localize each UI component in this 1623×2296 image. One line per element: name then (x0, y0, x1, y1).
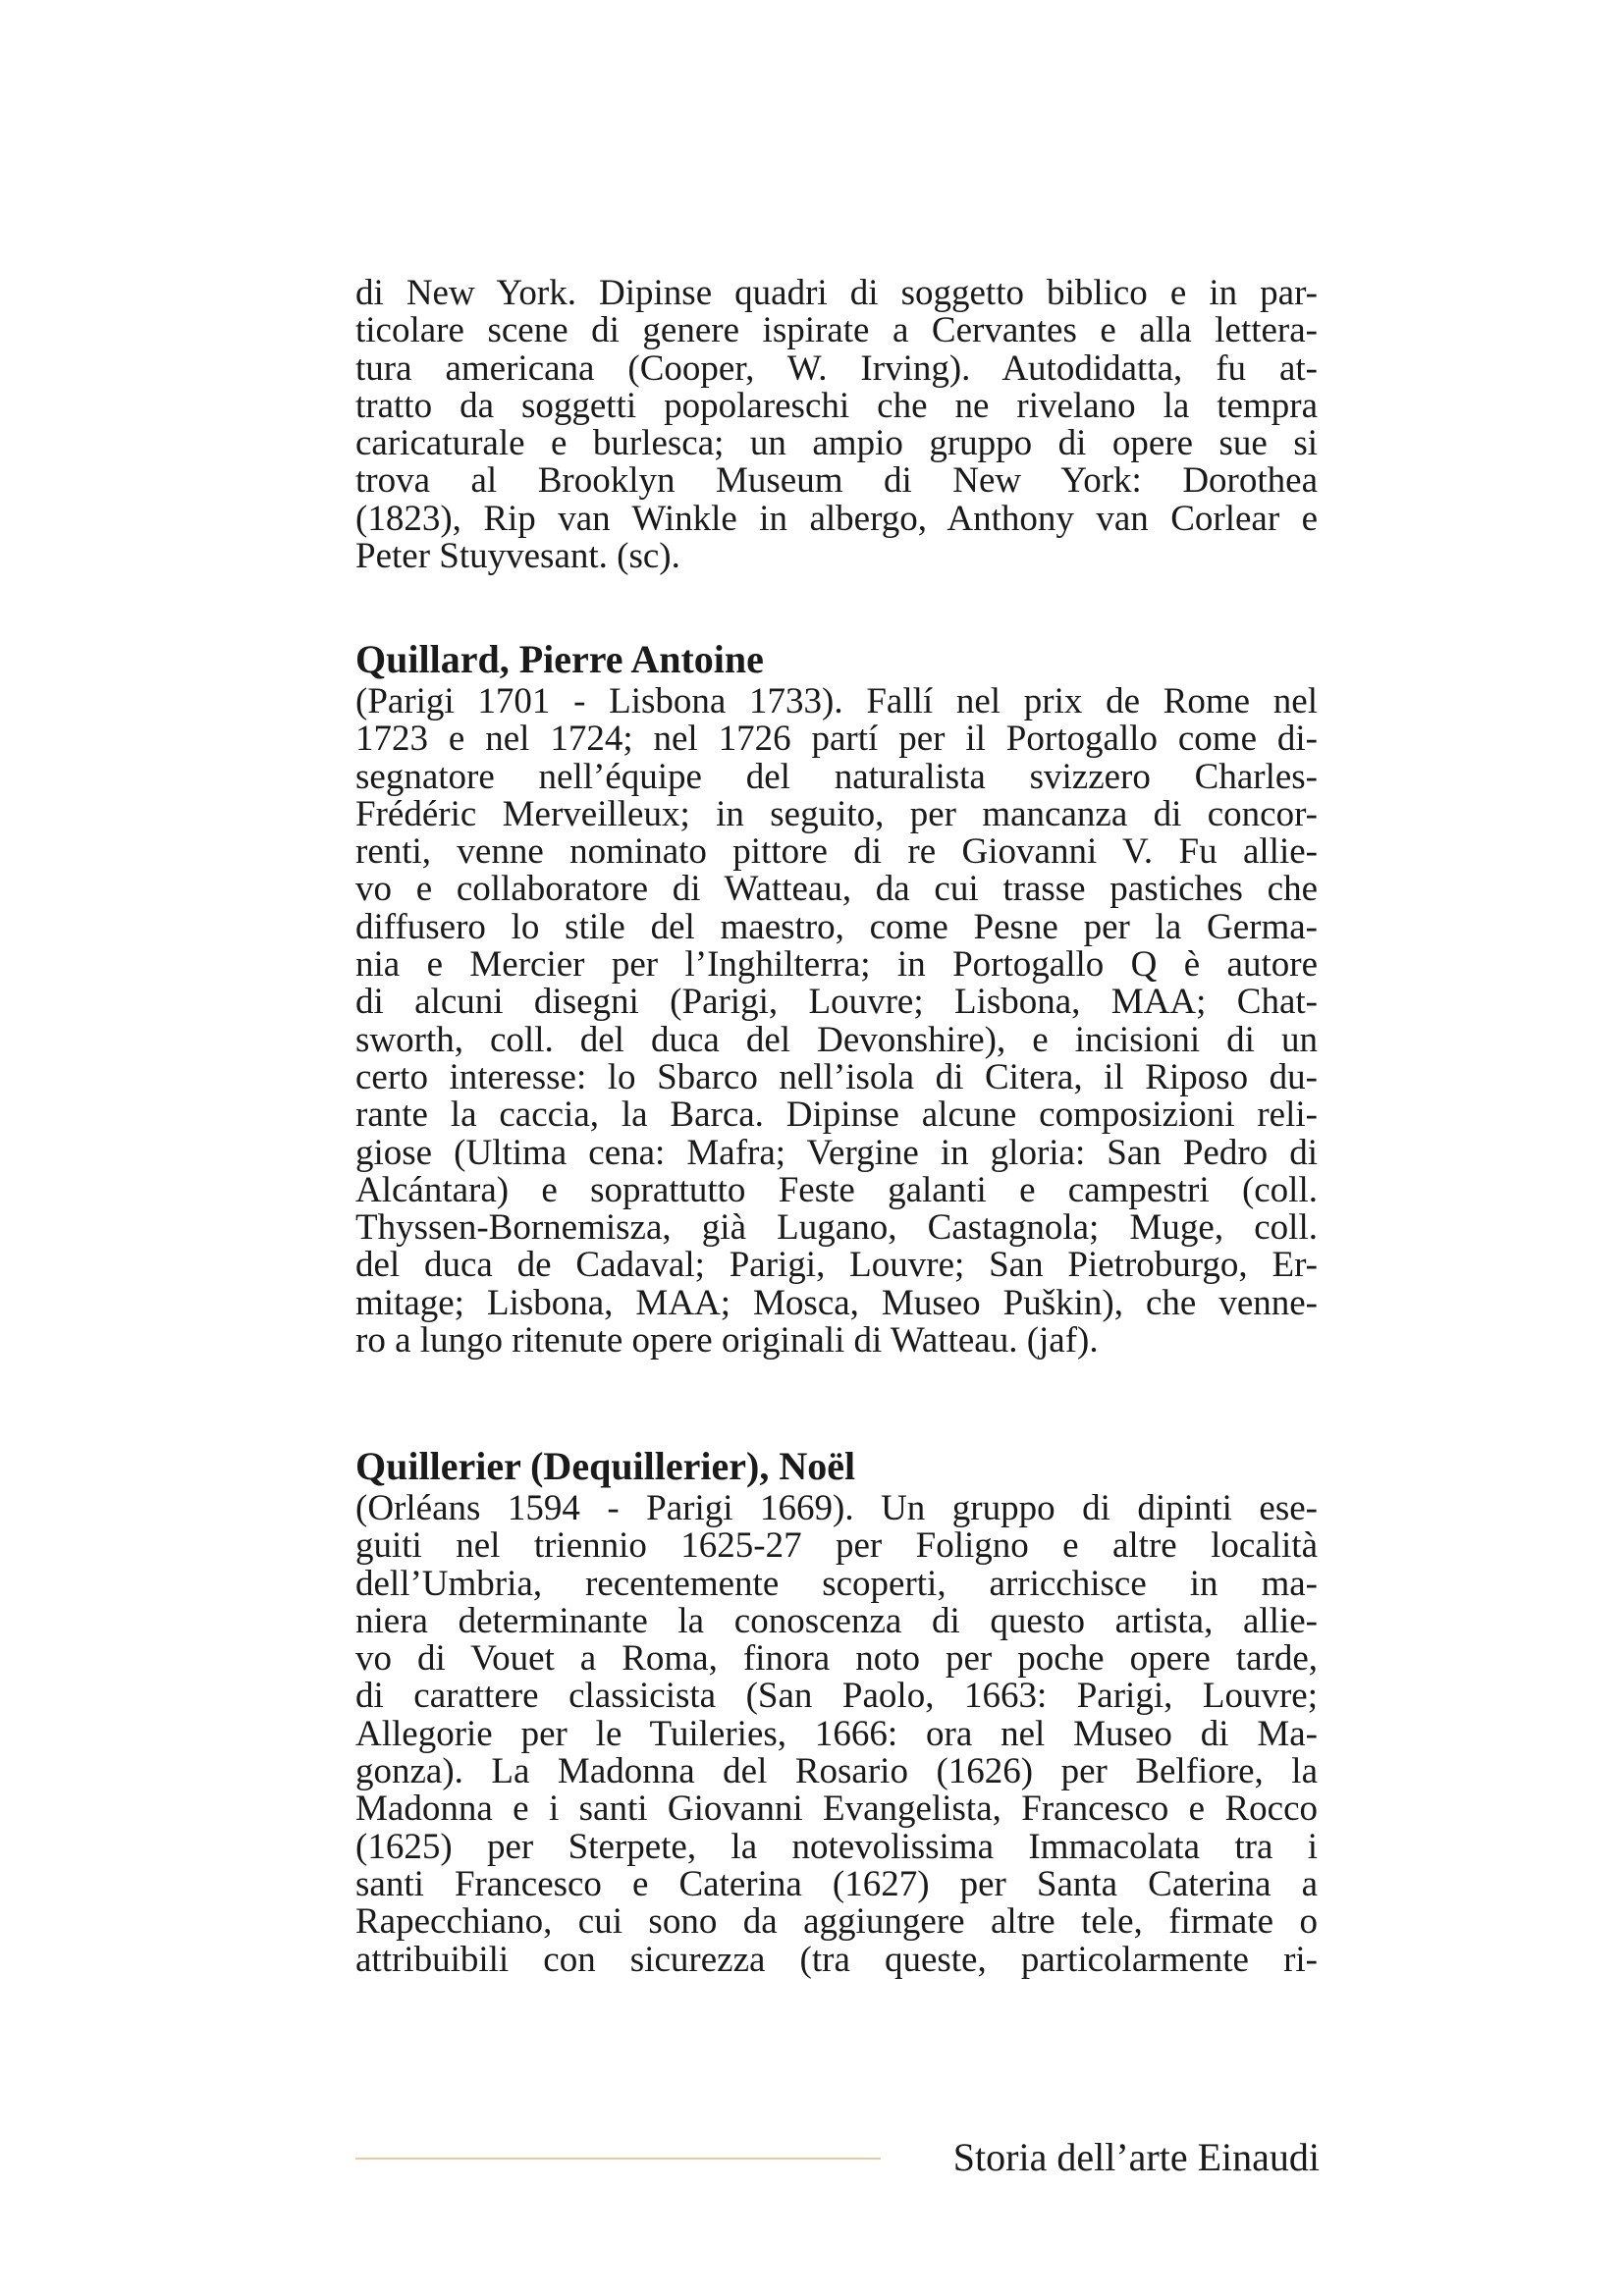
text-line: gonza). La Madonna del Rosario (1626) per Belfiore, la (355, 1751, 1318, 1792)
text-line: trova al Brooklyn Museum di New York: Dorothea (355, 460, 1318, 502)
text-line: 1723 e nel 1724; nel 1726 partí per il Portogallo come di- (355, 719, 1318, 760)
text-line: certo interesse: lo Sbarco nell’isola di Citera, il Riposo du- (355, 1056, 1318, 1097)
text-line: rante la caccia, la Barca. Dipinse alcune composizioni reli- (355, 1095, 1318, 1136)
page-body (355, 273, 1318, 1980)
text-line: giose (Ultima cena: Mafra; Vergine in gloria: San Pedro di (355, 1132, 1318, 1173)
text-line: del duca de Cadaval; Parigi, Louvre; San Pietroburgo, Er- (355, 1245, 1318, 1286)
footer-title: Storia dell’arte Einaudi (952, 2135, 1320, 2179)
text-line: santi Francesco e Caterina (1627) per Santa Caterina a (355, 1863, 1318, 1904)
text-line: Frédéric Merveilleux; in seguito, per mancanza di concor- (355, 793, 1318, 834)
intro-paragraph (355, 275, 1318, 575)
text-line: sworth, coll. del duca del Devonshire), e incisioni di un (355, 1019, 1318, 1060)
entry-title: Quillard, Pierre Antoine (355, 637, 764, 681)
text-line: (Orléans 1594 - Parigi 1669). Un gruppo di dipinti ese- (355, 1488, 1318, 1528)
text-line: ticolare scene di genere ispirate a Cervantes e alla lettera- (355, 310, 1318, 351)
text-line: nia e Mercier per l’Inghilterra; in Portogallo Q è autore (355, 944, 1318, 986)
text-line: Allegorie per le Tuileries, 1666: ora nel Museo di Ma- (355, 1713, 1318, 1754)
text-line: Peter Stuyvesant. (sc). (355, 536, 680, 577)
text-line: (Parigi 1701 - Lisbona 1733). Fallí nel prix de Rome nel (355, 681, 1318, 721)
text-line: ro a lungo ritenute opere originali di Watteau. (jaf). (355, 1320, 1099, 1362)
text-line: caricaturale e burlesca; un ampio gruppo di opere sue si (355, 423, 1318, 464)
text-line: niera determinante la conoscenza di questo artista, allie- (355, 1600, 1318, 1641)
text-line: Alcántara) e soprattutto Feste galanti e campestri (coll. (355, 1169, 1318, 1210)
text-line: segnatore nell’équipe del naturalista svizzero Charles- (355, 756, 1318, 797)
text-line: attribuibili con sicurezza (tra queste, particolarmente ri- (355, 1939, 1318, 1980)
text-line: Thyssen-Bornemisza, già Lugano, Castagnola; Muge, coll. (355, 1207, 1318, 1249)
text-line: vo di Vouet a Roma, finora noto per poche opere tarde, (355, 1638, 1318, 1680)
text-line: Madonna e i santi Giovanni Evangelista, Francesco e Rocco (355, 1789, 1318, 1830)
text-line: di carattere classicista (San Paolo, 1663: Parigi, Louvre; (355, 1676, 1318, 1717)
text-line: mitage; Lisbona, MAA; Mosca, Museo Puškin), che venne- (355, 1282, 1318, 1323)
text-line: guiti nel triennio 1625-27 per Foligno e altre località (355, 1525, 1318, 1567)
text-line: Rapecchiano, cui sono da aggiungere altre tele, firmate o (355, 1901, 1318, 1943)
entry-quillard (355, 636, 1318, 1360)
entry-text (355, 683, 1318, 1360)
text-line: tura americana (Cooper, W. Irving). Autodidatta, fu at- (355, 347, 1318, 389)
text-line: (1625) per Sterpete, la notevolissima Immacolata tra i (355, 1826, 1318, 1867)
entry-title: Quillerier (Dequillerier), Noël (355, 1444, 856, 1488)
text-line: renti, venne nominato pittore di re Giovanni V. Fu allie- (355, 831, 1318, 873)
text-line: di alcuni disegni (Parigi, Louvre; Lisbona, MAA; Chat- (355, 982, 1318, 1023)
text-line: (1823), Rip van Winkle in albergo, Anthony van Corlear e (355, 498, 1318, 539)
entry-text (355, 1490, 1318, 1979)
text-line: vo e collaboratore di Watteau, da cui trasse pastiches che (355, 869, 1318, 910)
text-line: di New York. Dipinse quadri di soggetto biblico e in par- (355, 273, 1318, 313)
entry-quillerier (355, 1443, 1318, 1979)
text-line: tratto da soggetti popolareschi che ne rivelano la tempra (355, 385, 1318, 426)
text-line: dell’Umbria, recentemente scoperti, arricchisce in ma- (355, 1563, 1318, 1604)
footer-rule (355, 2158, 881, 2160)
text-line: diffusero lo stile del maestro, come Pesne per la Germa- (355, 906, 1318, 947)
